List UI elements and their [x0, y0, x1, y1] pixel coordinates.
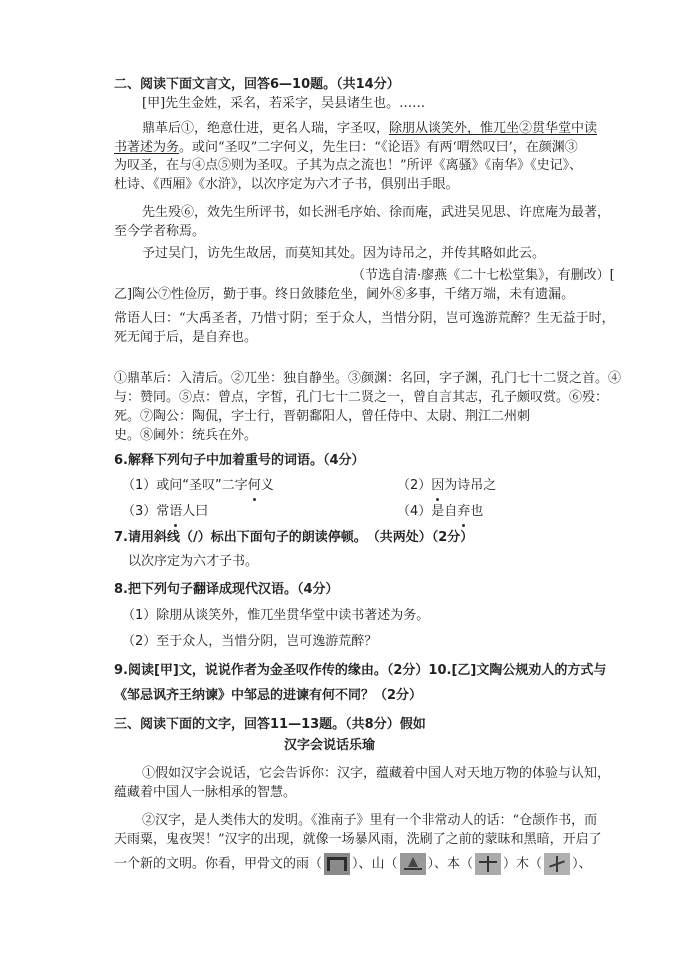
emphasized-word: 何 [247, 478, 261, 493]
article-line: ②汉字，是人类伟大的发明。《淮南子》里有一个非常动人的话：“仓颉作书，而 [142, 813, 598, 828]
oracle-rain-icon [324, 853, 350, 875]
question-6-item-1: （1）或问“圣叹”二字何义 [122, 478, 274, 493]
notes-line: 死。⑦陶公：陶侃，字士行，晋朝鄱阳人，曾任侍中、太尉、荆江二州刺 [114, 409, 531, 424]
article-line: ①假如汉字会说话，它会告诉你：汉字，蕴藏着中国人对天地万物的体验与认知， [142, 766, 611, 781]
question-6-title: 6.解释下列句子中加着重号的词语。（4分） [114, 453, 365, 468]
question-9-10-line: 《邹忌讽齐王纳谏》中邹忌的进谏有何不同？（2分） [114, 688, 423, 703]
question-6-item-3: （3）常语人曰 [122, 504, 209, 519]
passage-jia-line: [甲]先生金姓，采名，若采字，吴县诸生也。…… [142, 96, 426, 111]
passage-line: 书著述为务。或问“圣叹”二字何义，先生曰：“《论语》有两‘喟然叹曰’，在颜渊③ [114, 140, 578, 155]
emphasized-word: 弃 [457, 504, 471, 519]
article-line: 天雨粟，鬼夜哭！”汉字的出现，就像一场暴风雨，洗刷了之前的蒙昧和黑暗，开启了 [114, 832, 602, 847]
question-6-item-2: （2）因为诗吊之 [397, 478, 497, 493]
passage-yi-line: 乙]陶公⑦性俭厉，勤于事。终日敛膝危坐，阃外⑧多事，千绪万端，未有遗漏。 [114, 287, 575, 302]
notes-line: 与：赞同。⑤点：曾点，字皙，孔门七十二贤之一，曾自言其志，孔子颇叹赏。⑥殁： [114, 390, 609, 405]
passage-line: 常语人曰：“大禹圣者，乃惜寸阴；至于众人，当惜分阴，岂可逸游荒醉？生无益于时， [114, 311, 615, 326]
passage-line: 先生殁⑥，效先生所评书，如长洲毛序始、徐而庵，武进吴见思、许庶庵为最著， [142, 205, 611, 220]
passage-line: 至今学者称焉。 [114, 224, 206, 239]
question-8-sentence-2: （2）至于众人，当惜分阴，岂可逸游荒醉？ [122, 634, 378, 649]
oracle-mountain-icon [400, 853, 426, 875]
passage-line: 鼎革后①，绝意仕进，更名人瑞，字圣叹，除朋从谈笑外，惟兀坐②贯华堂中读 [142, 121, 598, 136]
underlined-sentence: 书著述为务 [114, 140, 180, 155]
passage-line: 死无闻于后，是自弃也。 [114, 330, 258, 345]
section-2-heading: 二、阅读下面文言文，回答6—10题。（共14分） [114, 77, 400, 92]
question-9-10-line: 9.阅读[甲]文，说说作者为金圣叹作传的缘由。（2分）10.[乙]文陶公规劝人的方式与 [114, 663, 607, 678]
question-7-sentence: 以次序定为六才子书。 [128, 554, 259, 569]
passage-line: 予过吴门，访先生故居，而莫知其处。因为诗吊之，并传其略如此云。 [142, 246, 546, 261]
question-8-title: 8.把下列句子翻译成现代汉语。（4分） [114, 582, 339, 597]
passage-line: 杜诗、《西厢》《水浒》，以次序定为六才子书，俱别出手眼。 [114, 177, 459, 192]
section-3-heading: 三、阅读下面的文字，回答11—13题。（共8分）假如 [114, 717, 426, 732]
passage-line: 为叹圣，在与④点⑤则为圣叹。子其为点之流也！”所评《离骚》《南华》《史记》、 [114, 158, 583, 173]
article-title: 汉字会说话乐瑜 [284, 738, 376, 753]
emphasized-word: 语 [169, 504, 183, 519]
notes-line: ①鼎革后：入清后。②兀坐：独自静坐。③颜渊：名回，字子渊，孔门七十二贤之首。④ [114, 371, 622, 386]
question-6-item-4: （4）是自弃也 [397, 504, 484, 519]
notes-line: 史。⑧阃外：统兵在外。 [114, 428, 258, 443]
passage-source: （节选自清·廖燕《二十七松堂集》，有删改）[ [352, 268, 615, 283]
oracle-tree-icon [544, 853, 570, 875]
article-line-with-glyphs: 一个新的文明。你看，甲骨文的雨（ ）、山（ ）、本（ ）木（ ）、 [114, 853, 592, 876]
emphasized-word: 因 [431, 478, 445, 493]
oracle-root-icon [475, 853, 501, 875]
underlined-sentence: 除朋从谈笑外，惟兀坐②贯华堂中读 [389, 121, 598, 136]
question-8-sentence-1: （1）除朋从谈笑外，惟兀坐贯华堂中读书著述为务。 [122, 608, 430, 623]
question-7-title: 7.请用斜线（/）标出下面句子的朗读停顿。 （共两处）（2分） [114, 530, 474, 545]
article-line: 蕴藏着中国人一脉相承的智慧。 [114, 785, 297, 800]
